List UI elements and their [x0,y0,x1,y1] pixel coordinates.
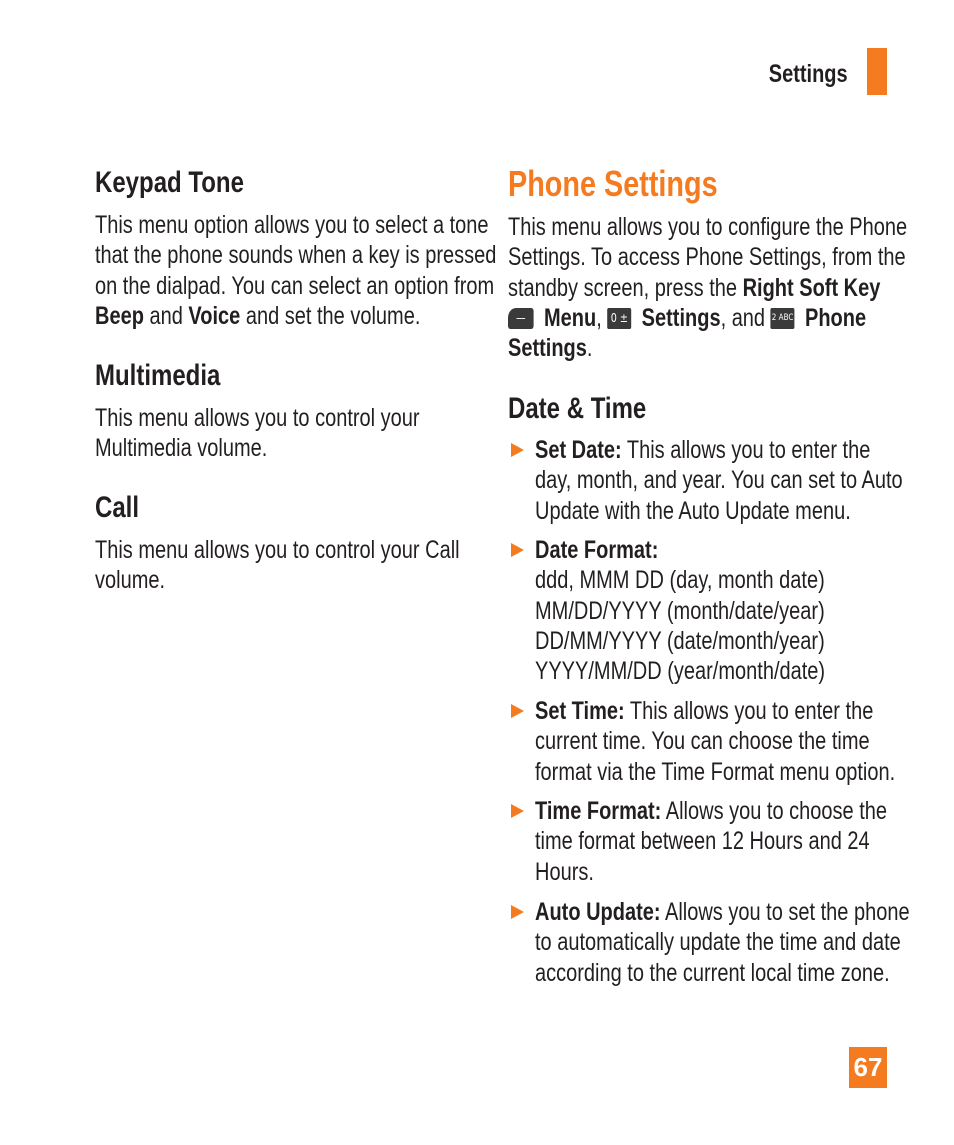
phone-key-icon: 2 ABC [771,308,795,329]
bullet-arrow-icon [511,543,524,557]
bullet-arrow-icon [511,905,524,919]
call-heading: Call [95,491,140,524]
bullet-arrow-icon [511,704,524,718]
keypad-tone-heading: Keypad Tone [95,166,244,199]
settings-key-icon: 0 ± [607,308,631,329]
call-text: This menu allows you to control your Call volume. [95,536,460,595]
bullet-arrow-icon [511,804,524,818]
phone-settings-text: This menu allows you to configure the Phone Settings. To access Phone Settings, from the standby screen, press the Right Soft Key — Menu, 0 ± Settings, and 2 ABC Phone Settings. [508,213,908,363]
running-header-title: Settings [769,60,848,88]
multimedia-text: This menu allows you to control your Multimedia volume. [95,404,420,463]
bullet-arrow-icon [511,443,524,457]
multimedia-heading: Multimedia [95,359,221,392]
date-time-heading: Date & Time [508,392,647,425]
keypad-tone-text: This menu option allows you to select a tone that the phone sounds when a key is pressed on the dialpad. You can select an option from Beep and Voice and set the volume. [95,211,497,330]
header-accent-bar [867,48,887,95]
page-number: 67 [849,1047,887,1088]
phone-settings-heading: Phone Settings [508,163,718,204]
right-soft-key-icon: — [508,308,534,329]
